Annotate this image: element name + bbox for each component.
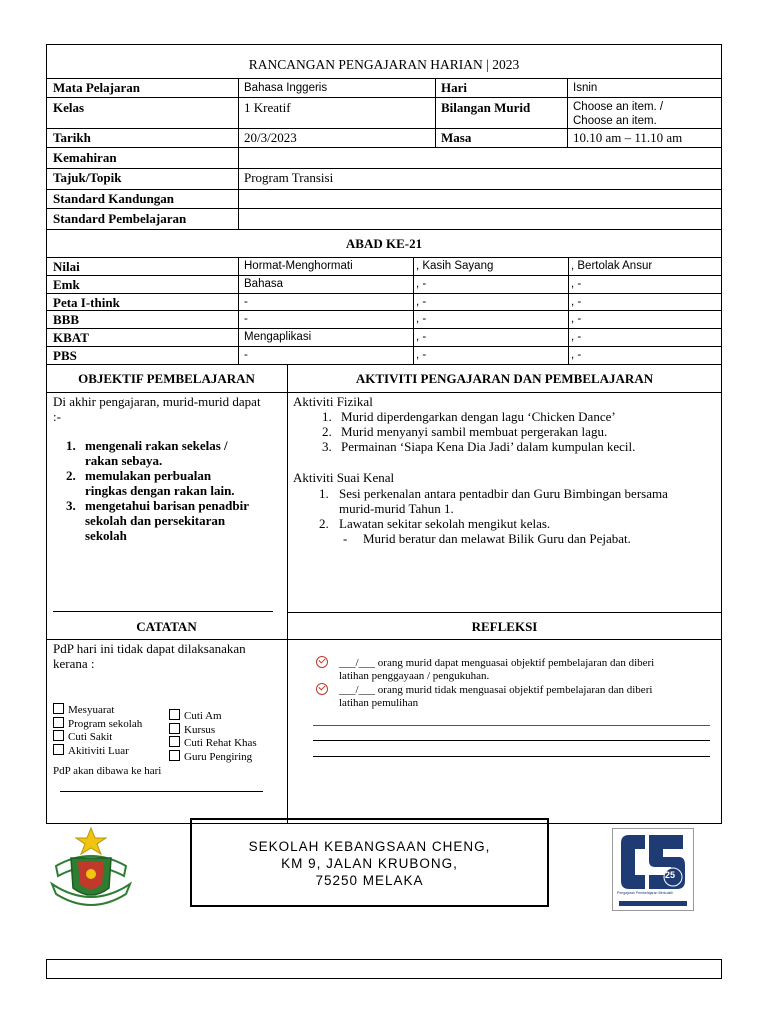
catatan-heading: CATATAN — [136, 619, 197, 634]
objektif-item-line: rakan sebaya. — [85, 453, 163, 468]
bilangan-label: Bilangan Murid — [441, 100, 531, 115]
tajuk-value[interactable]: Program Transisi — [244, 170, 334, 185]
abad-row-value-3[interactable]: , - — [571, 313, 582, 325]
kelas-label: Kelas — [53, 100, 85, 115]
abad-row-value-2[interactable]: , - — [416, 296, 427, 308]
checkbox-icon[interactable] — [53, 744, 64, 755]
reason-checkbox[interactable] — [53, 744, 173, 758]
objektif-item — [79, 438, 287, 468]
standard-kandungan-label: Standard Kandungan — [53, 191, 175, 206]
reason-label: Mesyuarat — [68, 704, 115, 716]
checkbox-icon[interactable] — [53, 703, 64, 714]
refleksi-line[interactable] — [313, 756, 710, 757]
refleksi-item-1b: latihan penggayaan / pengukuhan. — [339, 670, 490, 682]
reason-label: Cuti Am — [184, 710, 222, 722]
reason-label: Cuti Sakit — [68, 731, 113, 744]
masa-value[interactable]: 10.10 am – 11.10 am — [573, 130, 683, 145]
reason-label: Akitiviti Luar — [68, 744, 129, 757]
aktiviti-fizikal-title: Aktiviti Fizikal — [293, 394, 373, 409]
abad-row-label: Emk — [53, 277, 80, 292]
reason-checkbox[interactable] — [53, 730, 173, 744]
form-year: 2023 — [492, 57, 520, 72]
catatan-line-2: kerana : — [53, 656, 95, 671]
objektif-item-line: mengenali rakan sekelas / — [85, 438, 228, 453]
fizikal-item: 1. Murid diperdengarkan dengan lagu ‘Chicken Dance’ — [335, 409, 723, 424]
mata-value[interactable]: Bahasa Inggeris — [244, 82, 328, 94]
suai-item-2-num: 2. — [319, 516, 329, 531]
checkbox-icon[interactable] — [169, 750, 180, 761]
reason-label: Guru Pengiring — [184, 750, 253, 763]
catatan-line-1: PdP hari ini tidak dapat dilaksanakan — [53, 641, 246, 656]
abad-row-value-1[interactable]: Mengaplikasi — [244, 331, 312, 343]
reason-checkbox[interactable] — [169, 709, 279, 723]
school-postcode: 75250 MELAKA — [315, 873, 424, 888]
objektif-list — [53, 438, 287, 543]
check-circle-icon — [316, 683, 328, 695]
bottom-footer-bar — [46, 959, 722, 979]
abad-row-value-1[interactable]: Hormat-Menghormati — [244, 260, 353, 272]
mata-label: Mata Pelajaran — [53, 80, 141, 95]
logo-number: 25 — [665, 870, 676, 880]
form-title: RANCANGAN PENGAJARAN HARIAN | 2023 — [248, 57, 520, 72]
checkbox-icon[interactable] — [53, 730, 64, 741]
standard-pembelajaran-label: Standard Pembelajaran — [53, 211, 187, 226]
reason-checkbox[interactable] — [53, 717, 173, 731]
abad-row-value-2[interactable]: , - — [416, 278, 427, 290]
refleksi-item-1a: ___/___ orang murid dapat menguasai objektif pembelajaran dan diberi — [339, 657, 655, 669]
checkbox-icon[interactable] — [169, 736, 180, 747]
suai-item-1a: Sesi perkenalan antara pentadbir dan Guru Bimbingan bersama — [339, 486, 668, 501]
aktiviti-heading: AKTIVITI PENGAJARAN DAN PEMBELAJARAN — [355, 371, 654, 386]
suai-item-1b: murid-murid Tahun 1. — [339, 501, 454, 516]
abad-row-value-3[interactable]: , - — [571, 331, 582, 343]
fizikal-item: 2. Murid menyanyi sambil membuat pergerakan lagu. — [335, 424, 723, 439]
bilangan-value-2[interactable]: Choose an item. — [573, 115, 657, 127]
abad-row-label: KBAT — [53, 330, 89, 345]
checkbox-icon[interactable] — [169, 709, 180, 720]
bilangan-value-1[interactable]: Choose an item. / — [573, 101, 664, 113]
school-address-line: KM 9, JALAN KRUBONG, — [281, 856, 458, 871]
reason-checkbox[interactable] — [169, 736, 279, 750]
school-name: SEKOLAH KEBANGSAAN CHENG, — [248, 839, 491, 854]
abad-row-label: Peta I-think — [53, 295, 120, 310]
aktiviti-suai-title: Aktiviti Suai Kenal — [293, 470, 395, 485]
objektif-item-line: sekolah — [85, 528, 127, 543]
suai-sub-bullet: - — [343, 531, 348, 546]
tarikh-value[interactable]: 20/3/2023 — [244, 130, 297, 145]
school-crest-logo — [46, 826, 136, 908]
checkbox-icon[interactable] — [53, 717, 64, 728]
refleksi-item-2b: latihan pemulihan — [339, 697, 419, 709]
abad-row-value-1[interactable]: - — [244, 296, 248, 308]
refleksi-item-2a: ___/___ orang murid tidak menguasai objektif pembelajaran dan diberi — [339, 684, 653, 696]
objektif-intro-1: Di akhir pengajaran, murid-murid dapat — [53, 394, 261, 409]
abad-row-value-3[interactable]: , - — [571, 349, 582, 361]
aktiviti-fizikal-list — [293, 409, 723, 454]
tajuk-label: Tajuk/Topik — [53, 170, 122, 185]
refleksi-heading: REFLEKSI — [471, 619, 538, 634]
tarikh-label: Tarikh — [53, 130, 91, 145]
reason-label: Cuti Rehat Khas — [184, 737, 257, 750]
reason-checkbox[interactable] — [53, 703, 173, 717]
reason-checkbox[interactable] — [169, 723, 279, 737]
check-circle-icon — [316, 656, 328, 668]
abad-row-value-2[interactable]: , - — [416, 349, 427, 361]
objektif-heading: OBJEKTIF PEMBELAJARAN — [78, 371, 255, 386]
abad-heading: ABAD KE-21 — [345, 236, 423, 251]
checkbox-icon[interactable] — [169, 723, 180, 734]
reason-label: Program sekolah — [68, 717, 143, 730]
reason-label: Kursus — [184, 723, 216, 736]
logo-caption: Pengajaran Pembelajaran Berkualiti — [617, 891, 673, 895]
masa-label: Masa — [441, 130, 472, 145]
abad-row-value-2[interactable]: , Kasih Sayang — [416, 260, 494, 272]
kemahiran-label: Kemahiran — [53, 150, 117, 165]
abad-row-value-2[interactable]: , - — [416, 331, 427, 343]
objektif-item — [79, 468, 287, 498]
abad-row-label: BBB — [53, 312, 80, 327]
fizikal-item: 3. Permainan ‘Siapa Kena Dia Jadi’ dalam kumpulan kecil. — [335, 439, 723, 454]
hari-value[interactable]: Isnin — [573, 82, 598, 94]
objektif-item — [79, 498, 287, 543]
kelas-value[interactable]: 1 Kreatif — [244, 100, 291, 115]
hari-label: Hari — [441, 80, 467, 95]
refleksi-line[interactable] — [313, 740, 710, 741]
abad-row-value-3[interactable]: , - — [571, 296, 582, 308]
quality-logo — [612, 828, 694, 911]
abad-row-label: Nilai — [53, 259, 80, 274]
reason-checkbox[interactable] — [169, 750, 279, 764]
suai-item-1-num: 1. — [319, 486, 329, 501]
objektif-item-line: sekolah dan persekitaran — [85, 513, 226, 528]
suai-sub-item: Murid beratur dan melawat Bilik Guru dan Pejabat. — [363, 531, 631, 546]
abad-row-value-1[interactable]: - — [244, 349, 248, 361]
catatan-dibawa: PdP akan dibawa ke hari — [53, 765, 162, 777]
abad-row-value-3[interactable]: , Bertolak Ansur — [571, 260, 653, 272]
refleksi-line[interactable] — [313, 725, 710, 726]
suai-item-2: Lawatan sekitar sekolah mengikut kelas. — [339, 516, 551, 531]
abad-row-value-1[interactable]: Bahasa — [244, 278, 284, 290]
objektif-intro-2: :- — [53, 409, 61, 424]
abad-row-value-1[interactable]: - — [244, 313, 248, 325]
objektif-item-line: memulakan perbualan — [85, 468, 212, 483]
abad-row-value-3[interactable]: , - — [571, 278, 582, 290]
objektif-item-line: mengetahui barisan penadbir — [85, 498, 249, 513]
objektif-item-line: ringkas dengan rakan lain. — [85, 483, 235, 498]
abad-row-label: PBS — [53, 348, 77, 363]
abad-row-value-2[interactable]: , - — [416, 313, 427, 325]
